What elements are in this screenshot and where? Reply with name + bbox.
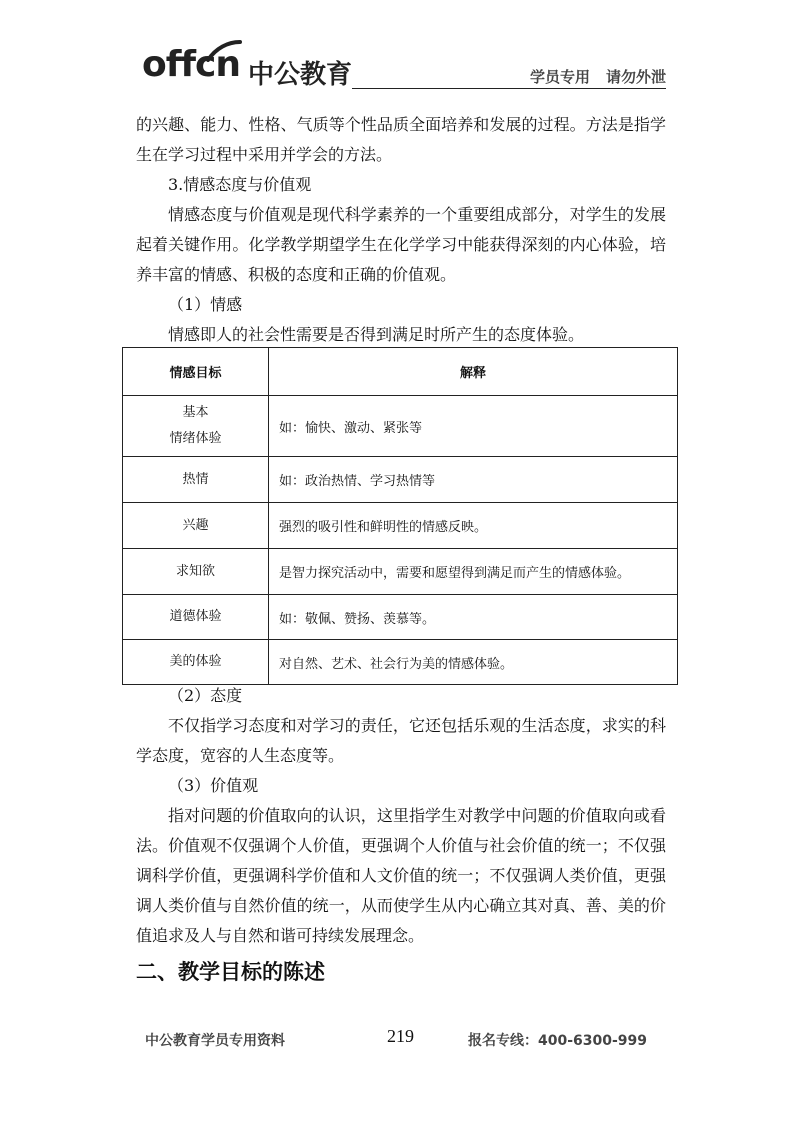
header-divider: [352, 88, 666, 89]
paragraph-continuation: 的兴趣、能力、性格、气质等个性品质全面培养和发展的过程。方法是指学生在学习过程中采用并学会的方法。: [136, 115, 666, 164]
table-cell-desc: 如：敬佩、赞扬、羡慕等。: [269, 595, 678, 640]
subsection-values-title: （3）价值观: [168, 776, 259, 795]
table-header-goal: 情感目标: [123, 348, 269, 396]
main-content: [136, 110, 666, 350]
logo-chinese-text: 中公教育: [248, 60, 353, 90]
subsection-attitude-title: （2）态度: [168, 686, 243, 705]
subsection-emotion-title: （1）情感: [168, 295, 243, 314]
table-row: [123, 457, 678, 503]
header-tag-no-leak: 请勿外泄: [605, 68, 666, 86]
header-tag-student-only: 学员专用: [529, 68, 590, 86]
table-cell-desc: 强烈的吸引性和鲜明性的情感反映。: [269, 503, 678, 549]
after-table-content: [136, 681, 666, 951]
table-cell-desc: 对自然、艺术、社会行为美的情感体验。: [269, 640, 678, 685]
section-3-title: 3.情感态度与价值观: [168, 175, 312, 194]
logo-offcn-text: offcn: [142, 44, 241, 85]
table-cell-desc: 是智力探究活动中，需要和愿望得到满足而产生的情感体验。: [269, 549, 678, 595]
page-number: 219: [387, 1026, 414, 1046]
table-header-explanation: 解释: [269, 348, 678, 396]
subsection-attitude-paragraph: 不仅指学习态度和对学习的责任，它还包括乐观的生活态度，求实的科学态度，宽容的人生态度等。: [136, 716, 666, 765]
goal-line-2: 情绪体验: [169, 431, 222, 446]
table-row: [123, 503, 678, 549]
section-3-paragraph: 情感态度与价值观是现代科学素养的一个重要组成部分，对学生的发展起着关键作用。化学教学期望学生在化学学习中能获得深刻的内心体验，培养丰富的情感、积极的态度和正确的价值观。: [136, 205, 666, 284]
table-header-row: [123, 348, 678, 396]
table-cell-goal: 道德体验: [123, 595, 269, 640]
footer-hotline: 报名专线：400-6300-999: [468, 1033, 648, 1049]
table-row: [123, 595, 678, 640]
table-cell-desc: 如：愉快、激动、紧张等: [269, 396, 678, 457]
page-header: [136, 40, 666, 92]
table-row: [123, 549, 678, 595]
table-cell-goal: [123, 396, 269, 457]
goal-line-1: 基本: [182, 405, 209, 420]
logo-swoosh-icon: [206, 40, 242, 62]
table-row: [123, 640, 678, 685]
table-row: [123, 396, 678, 457]
section-heading: 二、教学目标的陈述: [136, 960, 325, 984]
subsection-values-paragraph: 指对问题的价值取向的认识，这里指学生对教学中问题的价值取向或看法。价值观不仅强调个人价值，更强调个人价值与社会价值的统一；不仅强调科学价值，更强调科学价值和人文价值的统一；不仅强调人类价值，更强调人类价值与自然价值的统一，从而使学生从内心确立其对真、善、美的价值追求及人与自然和谐可持续发展理念。: [136, 806, 666, 945]
table-cell-goal: 求知欲: [123, 549, 269, 595]
footer-left-text: 中公教育学员专用资料: [145, 1033, 285, 1049]
table-cell-goal: 热情: [123, 457, 269, 503]
subsection-emotion-paragraph: 情感即人的社会性需要是否得到满足时所产生的态度体验。: [168, 325, 585, 344]
emotion-goals-table: [122, 347, 678, 685]
header-tags: [530, 66, 666, 87]
table-cell-desc: 如：政治热情、学习热情等: [269, 457, 678, 503]
page-footer: [0, 1026, 800, 1054]
table-cell-goal: 美的体验: [123, 640, 269, 685]
table-cell-goal: 兴趣: [123, 503, 269, 549]
